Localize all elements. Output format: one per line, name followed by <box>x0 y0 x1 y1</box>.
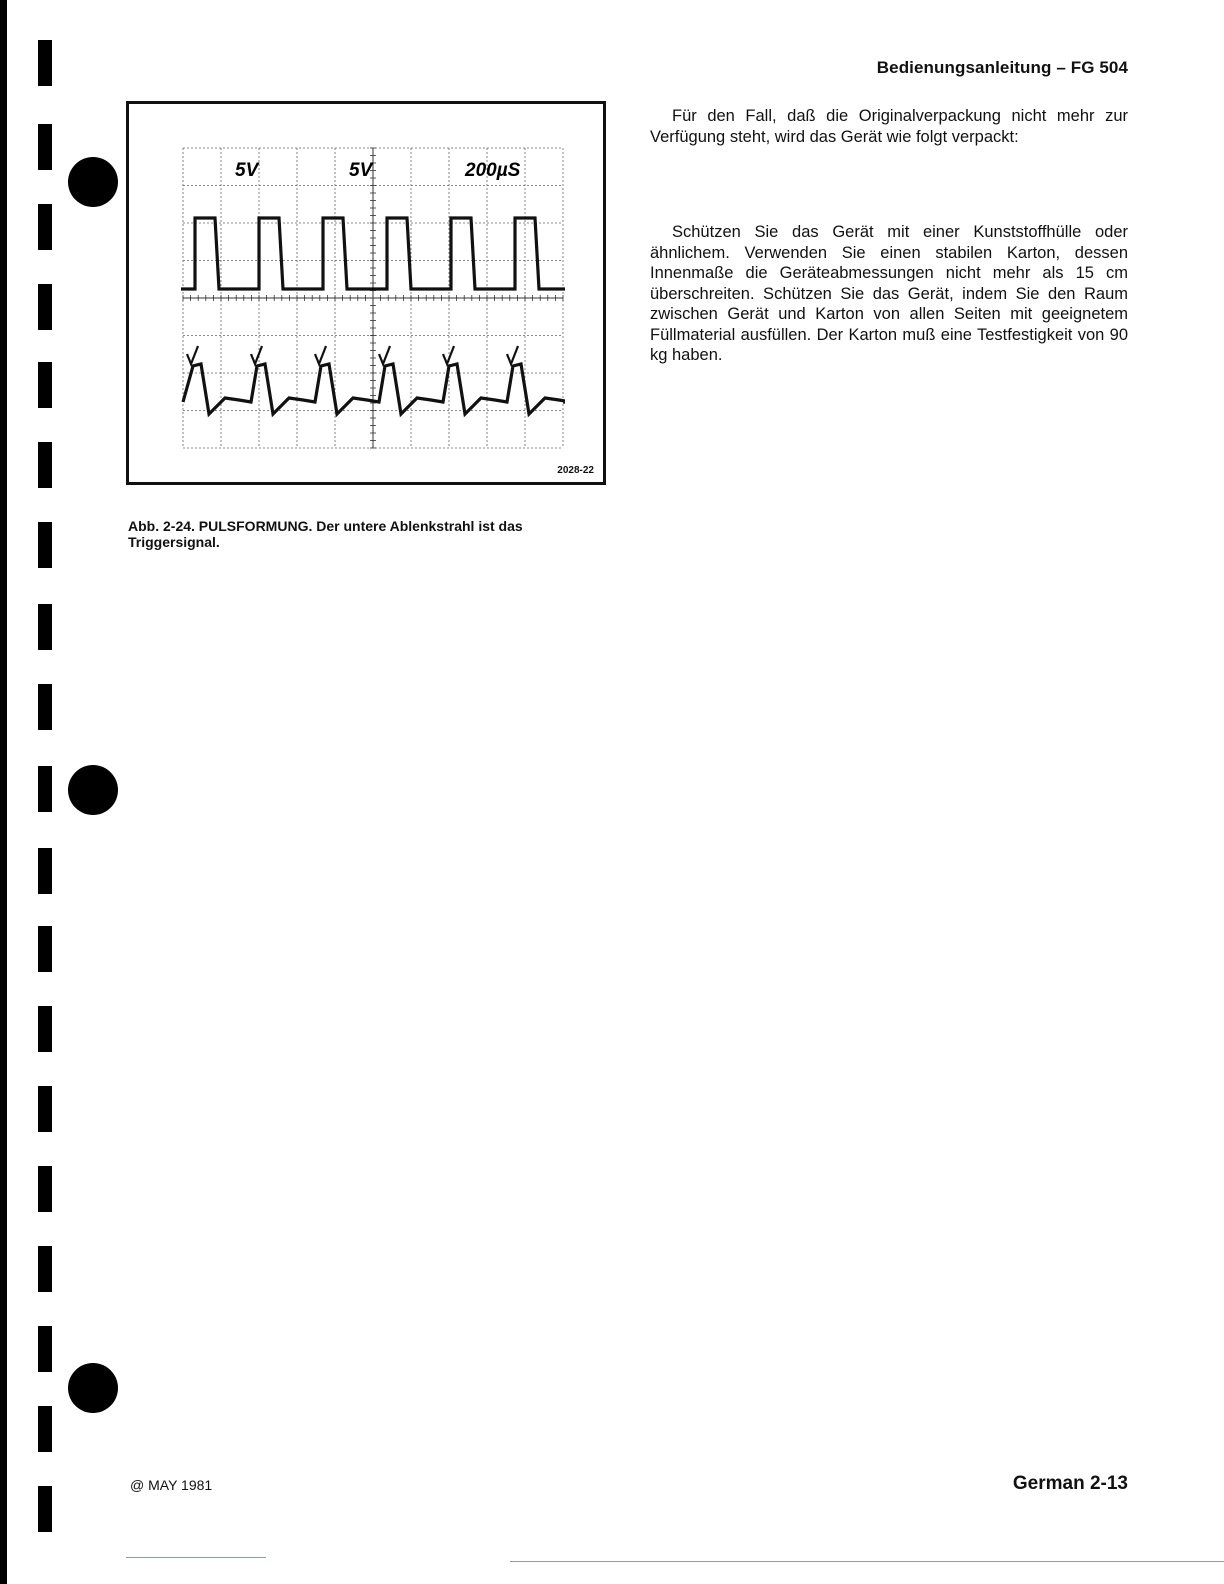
footer-page-number: German 2-13 <box>1012 1473 1128 1494</box>
punch-hole <box>68 157 118 207</box>
binder-bar <box>38 442 52 488</box>
page-header: Bedienungsanleitung – FG 504 <box>876 58 1128 77</box>
binder-bar <box>38 766 52 812</box>
binder-bar <box>38 1486 52 1532</box>
binder-bar <box>38 1406 52 1452</box>
check-mark <box>443 346 454 364</box>
binder-bar <box>38 204 52 250</box>
binder-bar <box>38 362 52 408</box>
trace-marks <box>187 346 518 364</box>
figure-frame <box>126 101 606 485</box>
check-mark <box>315 346 326 364</box>
binder-bar <box>38 1086 52 1132</box>
binder-bar <box>38 1166 52 1212</box>
footer-date: @ MAY 1981 <box>130 1477 213 1493</box>
oscilloscope-trace-image <box>173 142 565 456</box>
binder-strip <box>0 0 7 1584</box>
binder-bar <box>38 684 52 730</box>
bottom-rule-right <box>510 1561 1224 1562</box>
binder-bar <box>38 522 52 568</box>
ch2-volts-label: 5V <box>349 160 373 181</box>
binder-bar <box>38 284 52 330</box>
bottom-rule-left <box>126 1557 266 1558</box>
binder-bar <box>38 848 52 894</box>
binder-bar <box>38 1326 52 1372</box>
figure-number: 2028-22 <box>557 465 594 476</box>
punch-hole <box>68 1363 118 1413</box>
trigger-signal-trace <box>183 364 565 414</box>
paragraph-text: Für den Fall, daß die Originalverpackung nicht mehr zur Verfügung steht, wird das Gerät wie folgt verpackt: <box>650 107 1128 146</box>
check-mark <box>187 346 198 364</box>
binder-bar <box>38 604 52 650</box>
timebase-label: 200µS <box>465 160 521 181</box>
punch-hole <box>68 765 118 815</box>
check-mark <box>251 346 262 364</box>
check-mark <box>507 346 518 364</box>
body-paragraph-1 <box>650 106 1128 147</box>
body-paragraph-2 <box>650 222 1128 366</box>
paragraph-text: Schützen Sie das Gerät mit einer Kunststoffhülle oder ähnlichem. Verwenden Sie einen stabilen Karton, dessen Innenmaße die Geräteabmessungen nicht mehr als 15 cm überschreiten. Schützen Sie das Gerät, indem Sie den Raum zwischen Gerät und Karton von allen Seiten mit geeignetem Füllmaterial ausfüllen. Der Karton muß eine Testfestigkeit von 90 kg haben. <box>650 223 1128 364</box>
binder-bar <box>38 124 52 170</box>
binder-bar <box>38 1246 52 1292</box>
ch1-volts-label: 5V <box>235 160 259 181</box>
binder-bar <box>38 1006 52 1052</box>
binder-bar <box>38 926 52 972</box>
binder-bar <box>38 40 52 86</box>
check-mark <box>379 346 390 364</box>
figure-caption: Abb. 2-24. PULSFORMUNG. Der untere Ablenkstrahl ist das Triggersignal. <box>128 518 523 550</box>
